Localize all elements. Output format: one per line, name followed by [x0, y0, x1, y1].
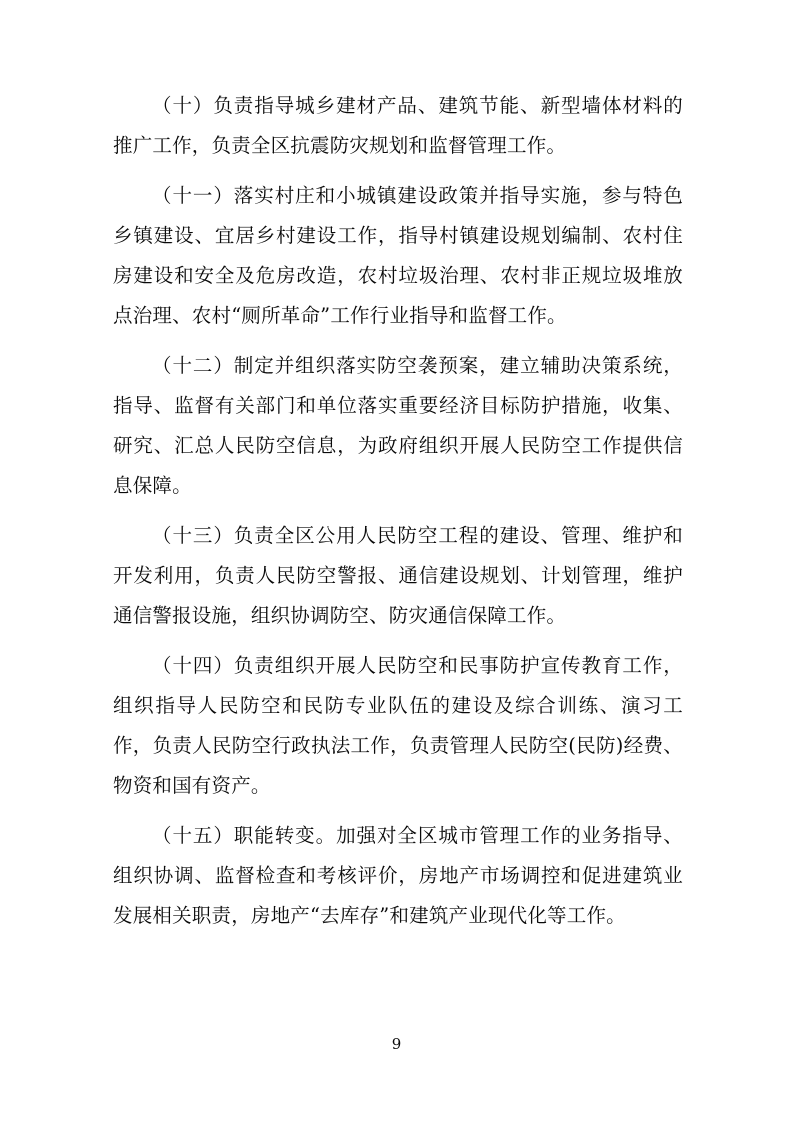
- paragraph: （十五）职能转变。加强对全区城市管理工作的业务指导、组织协调、监督检查和考核评价，房地产市场调控和促进建筑业发展相关职责，房地产“去库存”和建筑产业现代化等工作。: [113, 824, 683, 927]
- page-number: 9: [391, 1035, 402, 1053]
- paragraph: （十四）负责组织开展人民防空和民事防护宣传教育工作，组织指导人民防空和民防专业队伍的建设及综合训练、演习工作，负责人民防空行政执法工作，负责管理人民防空(民防)经费、物资和国有资产。: [113, 654, 683, 797]
- page-body: [113, 86, 683, 936]
- paragraph: （十一）落实村庄和小城镇建设政策并指导实施，参与特色乡镇建设、宜居乡村建设工作，指导村镇建设规划编制、农村住房建设和安全及危房改造，农村垃圾治理、农村非正规垃圾堆放点治理、农村“厕所革命”工作行业指导和监督工作。: [113, 184, 683, 327]
- paragraph: （十二）制定并组织落实防空袭预案，建立辅助决策系统，指导、监督有关部门和单位落实重要经济目标防护措施，收集、研究、汇总人民防空信息，为政府组织开展人民防空工作提供信息保障。: [113, 354, 683, 497]
- paragraph: （十）负责指导城乡建材产品、建筑节能、新型墙体材料的推广工作，负责全区抗震防灾规划和监督管理工作。: [113, 94, 683, 157]
- paragraph: （十三）负责全区公用人民防空工程的建设、管理、维护和开发利用，负责人民防空警报、通信建设规划、计划管理，维护通信警报设施，组织协调防空、防灾通信保障工作。: [113, 524, 683, 627]
